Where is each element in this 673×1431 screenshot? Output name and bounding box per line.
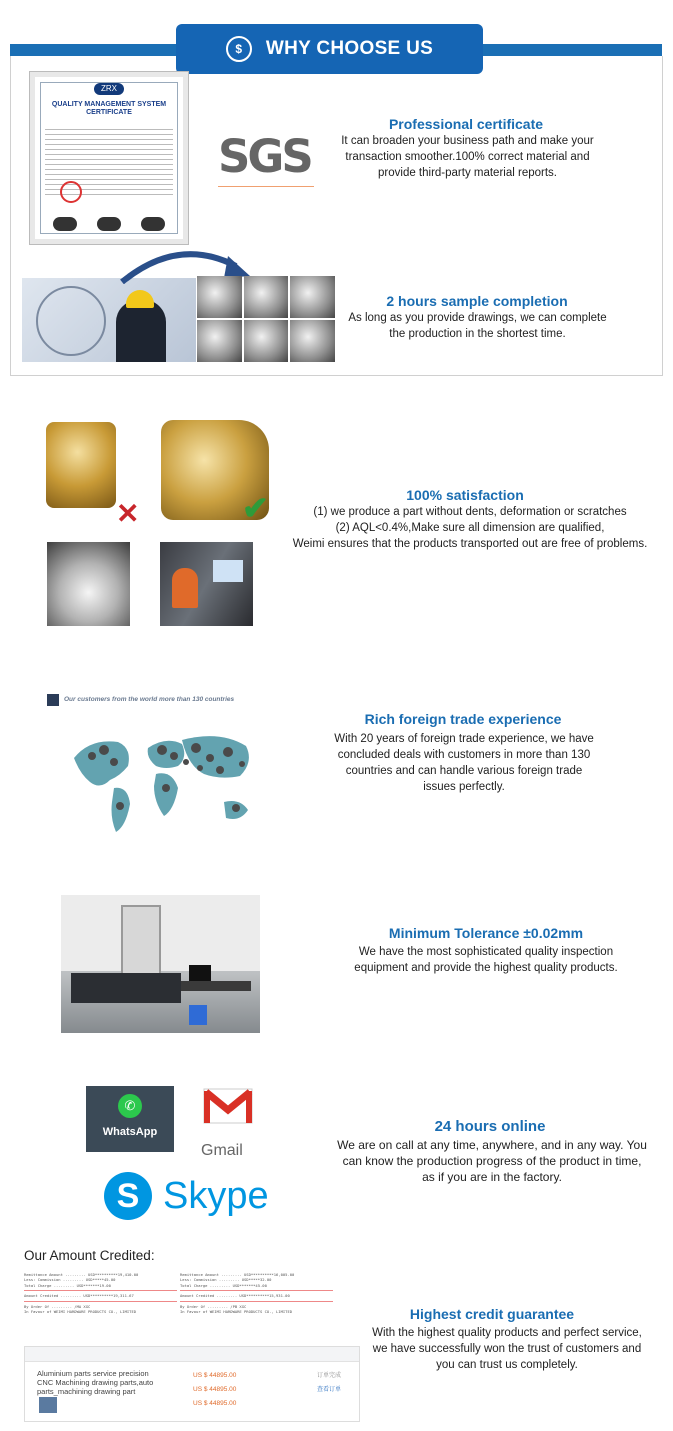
satisfaction-line3: Weimi ensures that the products transported out are free of problems. — [292, 538, 648, 550]
certificate-badge: ZRX — [94, 83, 124, 95]
online-title: 24 hours online — [434, 1118, 546, 1135]
gmail-label: Gmail — [201, 1142, 243, 1159]
satisfaction-line2: (2) AQL<0.4%,Make sure all dimension are qualified, — [335, 522, 605, 534]
product-thumbnail — [39, 1397, 57, 1413]
sgs-logo: SGS — [218, 128, 314, 187]
check-icon: ✔ — [242, 490, 269, 526]
defective-part-image — [46, 422, 116, 508]
sample-body: As long as you provide drawings, we can complete the production in the shortest time. — [348, 312, 607, 340]
machined-parts-image — [197, 276, 335, 362]
certificate-image — [30, 72, 188, 244]
header-tab — [176, 24, 483, 74]
gmail-icon — [203, 1088, 253, 1124]
order-status: 订单完成 查看订单 — [317, 1373, 342, 1393]
credit-body: With the highest quality products and perfect service, we have successfully won the trust of customers and you can trust us completely. — [372, 1327, 642, 1371]
skype-icon: S — [104, 1172, 152, 1220]
whatsapp-label: WhatsApp — [102, 1126, 158, 1138]
phone-icon: ✆ — [118, 1094, 142, 1118]
header-title: WHY CHOOSE US — [265, 38, 434, 59]
dollar-target-icon: $ — [226, 36, 252, 62]
certificate-title-text: Professional certificate — [388, 116, 544, 132]
credit-title: Highest credit guarantee — [409, 1306, 575, 1322]
satisfaction-title: 100% satisfaction — [406, 487, 524, 503]
skype-label: Skype — [163, 1175, 269, 1217]
tolerance-title: Minimum Tolerance ±0.02mm — [388, 925, 584, 941]
engineer-drawing-image — [22, 278, 196, 362]
sample-title: 2 hours sample completion — [386, 293, 568, 309]
world-map-image — [70, 718, 260, 838]
order-prices: US $ 44895.00 US $ 44895.00 US $ 44895.00 — [193, 1372, 237, 1407]
online-body: We are on call at any time, anywhere, and in any way. You can know the production progress of the product in time, as if you are in the factory. — [337, 1138, 647, 1184]
map-caption-marker — [47, 694, 59, 706]
trade-title: Rich foreign trade experience — [364, 711, 562, 727]
bank-slip: Remittance Amount ......... USD**********16,005.00 Less: Commission ......... USD*****32.00 Total Charge ......... USD*******45.00 Amount Credited ......... USD**********15,931.00 By Order Of ......... /PB XGC In Favour of WEIMI HARDWARE PRODUCTS CO., LIMITED — [180, 1272, 333, 1340]
cmm-machine-image — [61, 895, 260, 1033]
seal-icon — [60, 181, 82, 203]
credit-caption: Our Amount Credited: — [24, 1248, 155, 1263]
bank-slip: Remittance Amount ......... USD**********19,410.00 Less: Commission ......... USD*****45.00 Total Charge ......... USD*******19.00 Amount Credited ......... USD**********19,311.67 By Order Of ......... /MA XGC In Favour of WEIMI HARDWARE PRODUCTS CO., LIMITED — [24, 1272, 177, 1340]
order-record — [24, 1346, 360, 1422]
cross-icon: ✕ — [116, 498, 140, 529]
certificate-title: QUALITY MANAGEMENT SYSTEM CERTIFICATE — [51, 101, 167, 116]
satisfaction-line1: (1) we produce a part without dents, deformation or scratches — [313, 506, 627, 518]
certificate-body: It can broaden your business path and make your transaction smoother.100% correct material and provide third-party material reports. — [341, 135, 594, 179]
inspection-photo — [47, 542, 130, 626]
worker-photo — [160, 542, 253, 626]
trade-body: With 20 years of foreign trade experience, we have concluded deals with customers in more than 130 countries and can handle various foreign trade issues perfectly. — [334, 733, 594, 793]
order-description: Aluminium parts service precision CNC Machining drawing parts,auto parts_machining drawing part — [37, 1369, 154, 1396]
whatsapp-logo — [86, 1086, 174, 1152]
tolerance-body: We have the most sophisticated quality inspection equipment and provide the highest quality products. — [354, 946, 618, 974]
map-caption: Our customers from the world more than 130 countries — [64, 696, 235, 703]
